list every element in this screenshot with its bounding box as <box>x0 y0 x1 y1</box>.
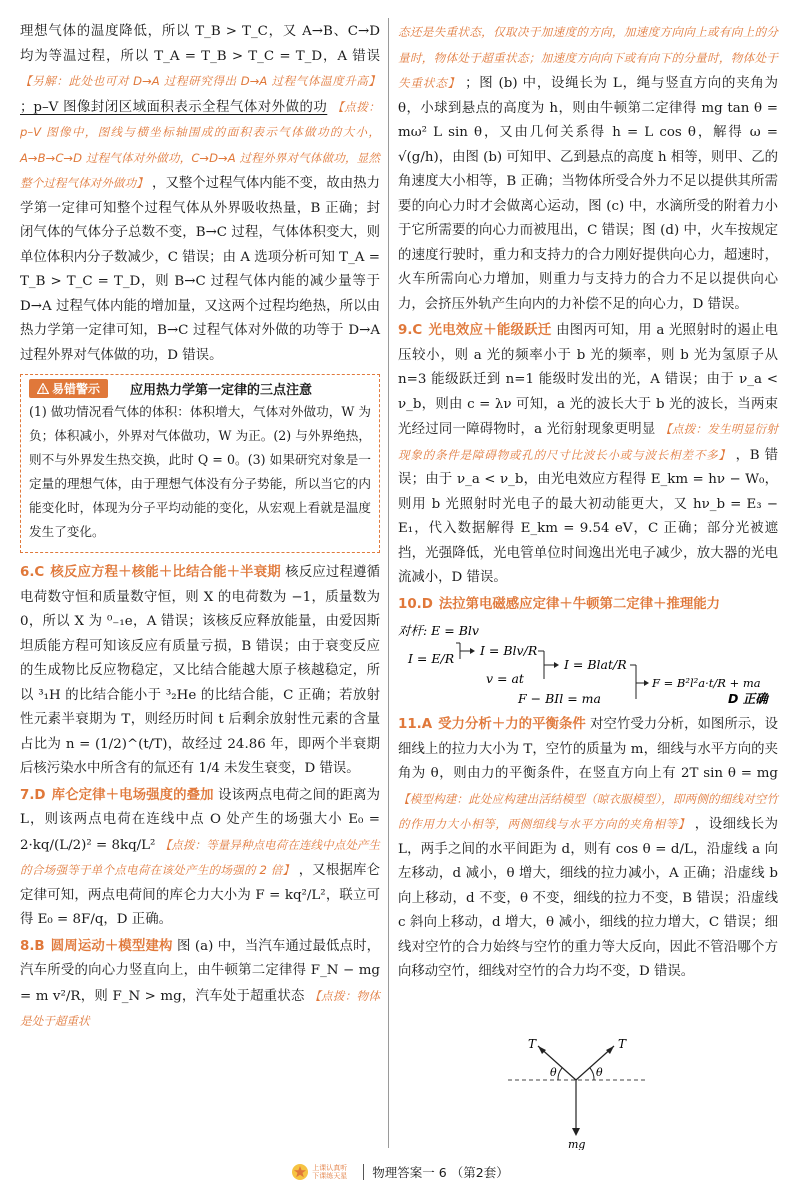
q10-arrow-head-2 <box>554 662 559 668</box>
warning-badge-label: 易错警示 <box>52 382 101 396</box>
logo-line-1: 上课认真听 <box>312 1164 348 1172</box>
q10-header-line <box>398 593 778 618</box>
q10-formula-3: I = Blv/R <box>480 643 538 658</box>
warning-box <box>20 374 380 553</box>
q9-text-a: 由图丙可知，用 a 光照射时的遏止电压较小，则 a 光的频率小于 b 光的频率，则 b 光为氢原子从 n=3 能级跃迁到 n=1 能级时发出的光，A 错误；由于 ν_a < ν_b，则由 c = λν 可知，a 光的波长大于 b 光的波长，当两束光经过同一障碍物时，a 光衍射现象更明显 <box>398 323 778 437</box>
q8-continued <box>398 20 778 317</box>
q7-text-b: ，又根据库仑定律可知，两点电荷间的库仑力大小为 F = kq²/L²，联立可得 E₀ = 8F/q，D 正确。 <box>20 863 381 927</box>
footer-set: （第2套） <box>450 1165 509 1180</box>
q9-note: 【点拨：发生明显衍射现象的条件是障碍物或孔的尺寸比波长小或与波长相差不多】 <box>398 422 778 462</box>
q10-tag: 法拉第电磁感应定律＋牛顿第二定律＋推理能力 <box>438 596 721 612</box>
q5-paragraph <box>20 20 380 368</box>
gravity-arrow-icon <box>572 1128 580 1136</box>
q11-number: 11.A <box>398 717 433 732</box>
q5-text-a: 理想气体的温度降低，所以 T_B > T_C，又 A→B、C→D 均为等温过程，所以 T_A = T_B > T_C = T_D，A 错误 <box>20 24 380 64</box>
label-mg: mg <box>568 1138 586 1150</box>
q9-number: 9.C <box>398 323 423 338</box>
q10-answer: D 正确 <box>728 691 768 706</box>
q6-tag: 核反应方程＋核能＋比结合能＋半衰期 <box>50 565 281 580</box>
force-diagram <box>498 1038 658 1150</box>
q10-formula-1: 对杆: E = Blv <box>398 623 479 638</box>
q10-header <box>398 597 720 612</box>
right-column <box>398 20 778 987</box>
label-theta-right: θ <box>596 1066 603 1079</box>
q11-text-a: 对空竹受力分析，如图所示，设细线上的拉力大小为 T，空竹的质量为 m，细线与水平方向的夹角为 θ，则由力的平衡条件，在竖直方向上有 2T sin θ = mg <box>398 717 778 781</box>
q9-tag: 光电效应＋能级跃迁 <box>428 323 552 338</box>
angle-left-arc <box>558 1068 562 1080</box>
q10-formula-4: v = at <box>486 671 524 686</box>
q11-paragraph <box>398 713 778 985</box>
q8-note-start: 【点拨：物体是处于超重状 <box>20 988 380 1028</box>
column-divider <box>388 18 389 1148</box>
publisher-logo <box>291 1163 347 1181</box>
q7-text-a: 设该两点电荷之间的距离为 L，则该两点电荷在连线中点 O 处产生的场强大小 E₀ = 2·kq/(L/2)² = 8kq/L² <box>20 787 381 853</box>
q10-formula-7: F = B²l²a·t/R + ma <box>652 676 761 690</box>
q5-text-c: ，又整个过程气体内能不变，故由热力学第一定律可知整个过程气体从外界吸收热量，B 正确；封闭气体的气体分子总数不变，B→C 过程，气体体积变大，则单位体积内分子数减少，C 错误；由 A 选项分析可知 T_A = T_B > T_C = T_D，则 B→C 过程气体内能的减少量等于 D→A 过程气体内能的增加量，又这两个过程均绝热，所以由热力学第一定律可知，B→C 过程气体对外做的功等于 D→A 过程外界对气体做的功，D 错误。 <box>20 176 380 363</box>
warning-title: 应用热力学第一定律的三点注意 <box>130 383 313 398</box>
q11-tag: 受力分析＋力的平衡条件 <box>438 717 586 732</box>
warning-body: (1) 做功情况看气体的体积：体积增大，气体对外做功，W 为负；体积减小，外界对气体做功，W 为正。(2) 与外界绝热，则不与外界发生热交换，此时 Q = 0。(3) 如果研究对象是一定量的理想气体，由于理想气体没有分子势能，所以当它的内能变化时，体现为分子平均动能的变化，从宏观上看就是温度发生了变化。 <box>29 404 371 539</box>
q8-number: 8.B <box>20 938 45 954</box>
logo-line-2: 下课练天星 <box>312 1172 348 1180</box>
q10-arrow-head-3 <box>644 680 649 686</box>
q10-number: 10.D <box>398 596 433 612</box>
star-logo-icon <box>291 1163 309 1181</box>
logo-text <box>312 1164 347 1180</box>
label-t-left: T <box>528 1038 537 1051</box>
q5-note-hint: 【点拨：p–V 图像中，图线与横坐标轴围成的面积表示气体做功的大小，A→B→C→D 过程气体对外做功，C→D→A 过程外界对气体做功，显然整个过程气体对外做功】 <box>20 99 380 190</box>
q7-tag: 库仑定律＋电场强度的叠加 <box>51 787 214 803</box>
q6-header <box>20 565 281 580</box>
footer-separator <box>363 1164 364 1180</box>
left-column <box>20 20 380 1037</box>
q5-note-alt: 【另解：此处也可对 D→A 过程研究得出 D→A 过程气体温度升高】 <box>20 74 380 88</box>
q6-text: 核反应过程遵循电荷数守恒和质量数守恒，则 X 的电荷数为 −1，质量数为 0，所以 X 为 ⁰₋₁e，A 错误；该核反应释放能量，由爱因斯坦质能方程可知该反应有质量亏损，B 错误；由于衰变反应的生成物比反应物稳定，又比结合能越大原子核越稳定，所以 ³₁H 的比结合能小于 ³₂He 的比结合能，C 正确；若放射性元素半衰期为 T，则经历时间 t 后剩余放射性元素的含量占比为 n = (1/2)^(t/T)，故经过 24.86 年，即两个半衰期后核污染水中所含有的氚还有 1/4 未发生衰变，D 错误。 <box>20 565 380 776</box>
q10-formula-2: I = E/R <box>408 651 455 666</box>
q8-note-end: 态还是失重状态，仅取决于加速度的方向，加速度方向向上或有向上的分量时，物体处于超重状态；加速度方向向下或有向下的分量时，物体处于失重状态】 <box>398 25 778 90</box>
q8-text-a: 图 (a) 中，当汽车通过最低点时，汽车所受的向心力竖直向上，由牛顿第二定律得 F_N − mg = m v²/R，则 F_N > mg，汽车处于超重状态 <box>20 938 381 1004</box>
label-t-right: T <box>618 1038 627 1051</box>
q6-paragraph <box>20 561 380 782</box>
q7-number: 7.D <box>20 787 46 803</box>
warning-triangle-icon <box>37 383 49 394</box>
q10-arrow-head-1 <box>470 648 475 654</box>
q6-number: 6.C <box>20 565 45 580</box>
q10-formula-5: I = Blat/R <box>564 657 627 672</box>
q10-derivation <box>398 621 778 707</box>
q10-formula-6: F − BIl = ma <box>518 691 601 706</box>
label-theta-left: θ <box>550 1066 557 1079</box>
angle-right-arc <box>590 1068 594 1080</box>
q9-paragraph <box>398 319 778 591</box>
q8-tag: 圆周运动＋模型建构 <box>50 938 173 954</box>
q7-header <box>20 788 214 803</box>
warning-badge <box>29 379 108 398</box>
q11-note: 【模型构建：此处应构建出活结模型（晾衣服模型），即两侧的细线对空竹的作用力大小相等，两侧细线与水平方向的夹角相等】 <box>398 791 778 831</box>
q8-header <box>20 939 173 954</box>
q8-paragraph <box>20 935 380 1035</box>
footer-title: 物理答案一 <box>372 1165 435 1180</box>
q5-text-b: ；p–V 图像封闭区域面积表示全程气体对外做的功 <box>20 99 328 115</box>
q10-derivation-figure <box>398 621 778 707</box>
q7-note: 【点拨：等量异种点电荷在连线中点处产生的合场强等于单个点电荷在该处产生的场强的 2 倍】 <box>20 837 380 877</box>
q9-header <box>398 323 552 338</box>
q11-text-b: ，设细线长为 L，两手之间的水平间距为 d，则有 cos θ = d/L，沿虚线 a 向左移动，d 减小，θ 增大，细线的拉力减小，A 正确；沿虚线 b 向上移动，d 不变，θ 不变，细线的拉力不变，B 错误；沿虚线 c 斜向上移动，d 增大，θ 减小，细线的拉力增大，C 错误；细线对空竹的合力始终与空竹的重力等大反向，因此不管沿哪个方向移动空竹，细线对空竹的合力均不变，D 错误。 <box>398 817 778 979</box>
q8-text-b: ；图 (b) 中，设绳长为 L，绳与竖直方向的夹角为 θ，小球到悬点的高度为 h，则由牛顿第二定律得 mg tan θ = mω² L sin θ，又由几何关系得 h = L cos θ，解得 ω = √(g/h)，由图 (b) 可知甲、乙到悬点的高度 h 相等，则甲、乙的角速度大小相等，B 正确；当物体所受合外力不足以提供其所需要的向心力时才会做离心运动，图 (c) 中，水滴所受的附着力小于它所需要的向心力而被甩出，C 错误；图 (d) 中，火车按规定的速度行驶时，重力和支持力的合力刚好提供向心力，超速时，火车所需向心力增加，则重力与支持力的合力不足以提供向心力，会挤压外轨产生向内的力补偿不足的向心力，D 错误。 <box>398 76 778 312</box>
q9-text-b: ，B 错误；由于 ν_a < ν_b，由光电效应方程得 E_km = hν − W₀，则用 b 光照射时光电子的最大初动能更大，又 hν_b = E₃ − E₁，代入数据解得 E_km = 9.54 eV，C 正确；部分光被遮挡，光强降低，光电管单位时间逸出光电子减少，放大器的光电流减小，D 错误。 <box>398 447 778 585</box>
q11-header <box>398 717 586 732</box>
page-number: 6 <box>438 1164 447 1180</box>
q7-paragraph <box>20 784 380 933</box>
page-footer <box>0 1158 800 1186</box>
